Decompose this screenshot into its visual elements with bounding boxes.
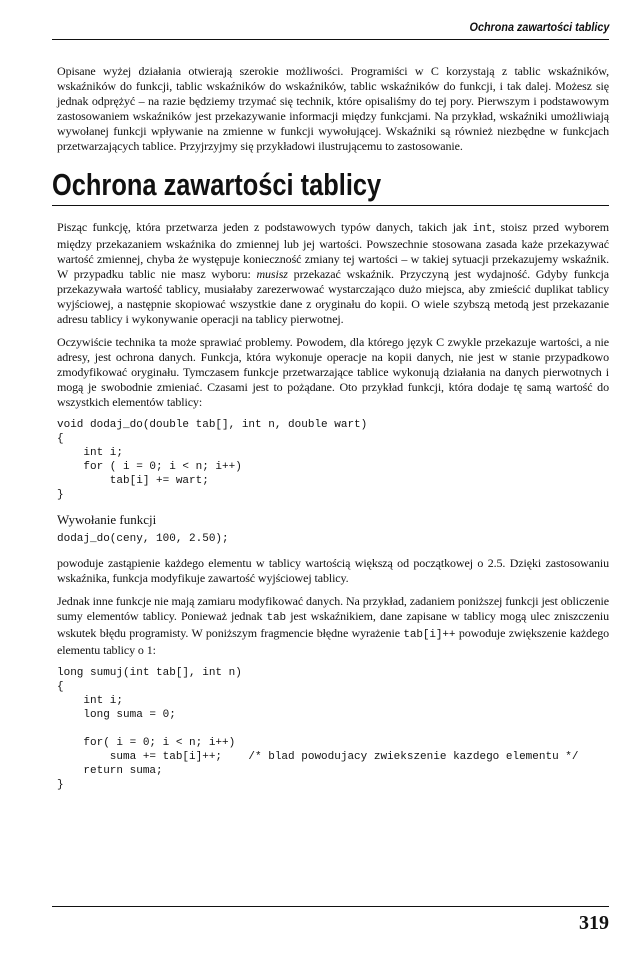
running-header: Ochrona zawartości tablicy [469,20,609,34]
text-run: , stoisz przed wyborem między przekazaniem wskaźnika do zmiennej lub jej wartości. Powszechnie stosowana zasada każe przekazywać wartość zmiennej, chyba że występuje konieczność zmiany tej wartości – w takiej sytuacji przekazujemy wskaźnik. W przypadku tablic nie masz wyboru: [57,220,610,281]
paragraph-3: powoduje zastąpienie każdego elementu w tablicy wartością większą od początkowej o 2.5. Dzięki zastosowaniu wskaźnika, funkcja modyfikuje zawartość wyjściowej tablicy. [57,556,609,585]
code-listing-dodaj-do: void dodaj_do(double tab[], int n, double wart) { int i; for ( i = 0; i < n; i++) tab[i] += wart; } [57,419,368,501]
paragraph-2: Oczywiście technika ta może sprawiać problemy. Powodem, dla którego język C zwykle przekazuje wartości, a nie adresy, jest ochrona danych. Funkcja, która wykonuje operacje na kopii danych, nie jest w stanie przypadkowo zmodyfikować oryginału. Tymczasem funkcje przetwarzające tablice wykonują działania na danych pierwotnych i mogą je swobodnie zmieniać. Czasami jest to pożądane. Oto przykład funkcji, która dodaje tę samą wartość do wszystkich elementów tablicy: [57,335,609,409]
text-run: powoduje zwiększenie każdego elementu tablicy o 1: [57,626,609,657]
page-number: 319 [579,912,609,934]
intro-paragraph: Opisane wyżej działania otwierają szerokie możliwości. Programiści w C korzystają z tablic wskaźników, wskaźników do funkcji, tablic wskaźników do wskaźników, tablic wskaźników do funkcji, i tak dalej. Możesz się jednak odprężyć – na razie będziemy trzymać się technik, które opisaliśmy do tej pory. Pierwszym i podstawowym zastosowaniem wskaźników jest przekazywanie informacji między funkcjami. Na przykład, wskaźniki umożliwiają wywołanej funkcji wpływanie na zmienne w funkcji wywołującej. Wskaźniki są również niezbędne w funkcjach przetwarzających tablice. Przyjrzyjmy się przykładowi ilustrującemu to zastosowanie. [57,64,609,153]
emphasis: musisz [256,267,288,281]
code-call-example: dodaj_do(ceny, 100, 2.50); [57,533,229,545]
text-run: Jednak inne funkcje nie mają zamiaru modyfikować danych. Na przykład, zadaniem poniższej funkcji jest obliczenie sumy elementów tablicy. Ponieważ jednak [57,594,609,623]
page-content [52,64,610,802]
code-listing-sumuj: long sumuj(int tab[], int n) { int i; long suma = 0; for( i = 0; i < n; i++) suma += tab[i]++; /* blad powodujacy zwiekszenie kazdego elementu */ return suma; } [57,667,579,791]
text-run: Pisząc funkcję, która przetwarza jeden z podstawowych typów danych, takich jak [57,220,473,234]
footer-rule [52,906,609,907]
call-label: Wywołanie funkcji [57,512,157,527]
section-rule [52,205,609,206]
inline-code: tab [266,612,287,624]
section-title: Ochrona zawartości tablicy [52,167,382,202]
inline-code: int [472,223,493,235]
header-rule [52,39,609,40]
text-run: jest wskaźnikiem, dane zapisane w tablicy mogą ulec zniszczeniu wskutek błędu programisty. W poniższym fragmencie błędne wyrażenie [57,609,610,640]
text-run: przekazać wskaźnik. Przyczyną jest wydajność. Gdyby funkcja przekazywała wartość tablicy, musiałaby zarezerwować wystarczająco dużo miejsca, aby zmieścić duplikat tablicy wyjściowej, a następnie skopiować wszystkie dane z oryginału do kopii. O wiele szybszą metodą jest przekazanie adresu tablicy i wykonywanie operacji na tablicy pierwotnej. [57,267,610,326]
inline-code: tab[i]++ [403,629,456,641]
paragraph-4 [57,594,609,658]
paragraph-1 [57,220,609,327]
